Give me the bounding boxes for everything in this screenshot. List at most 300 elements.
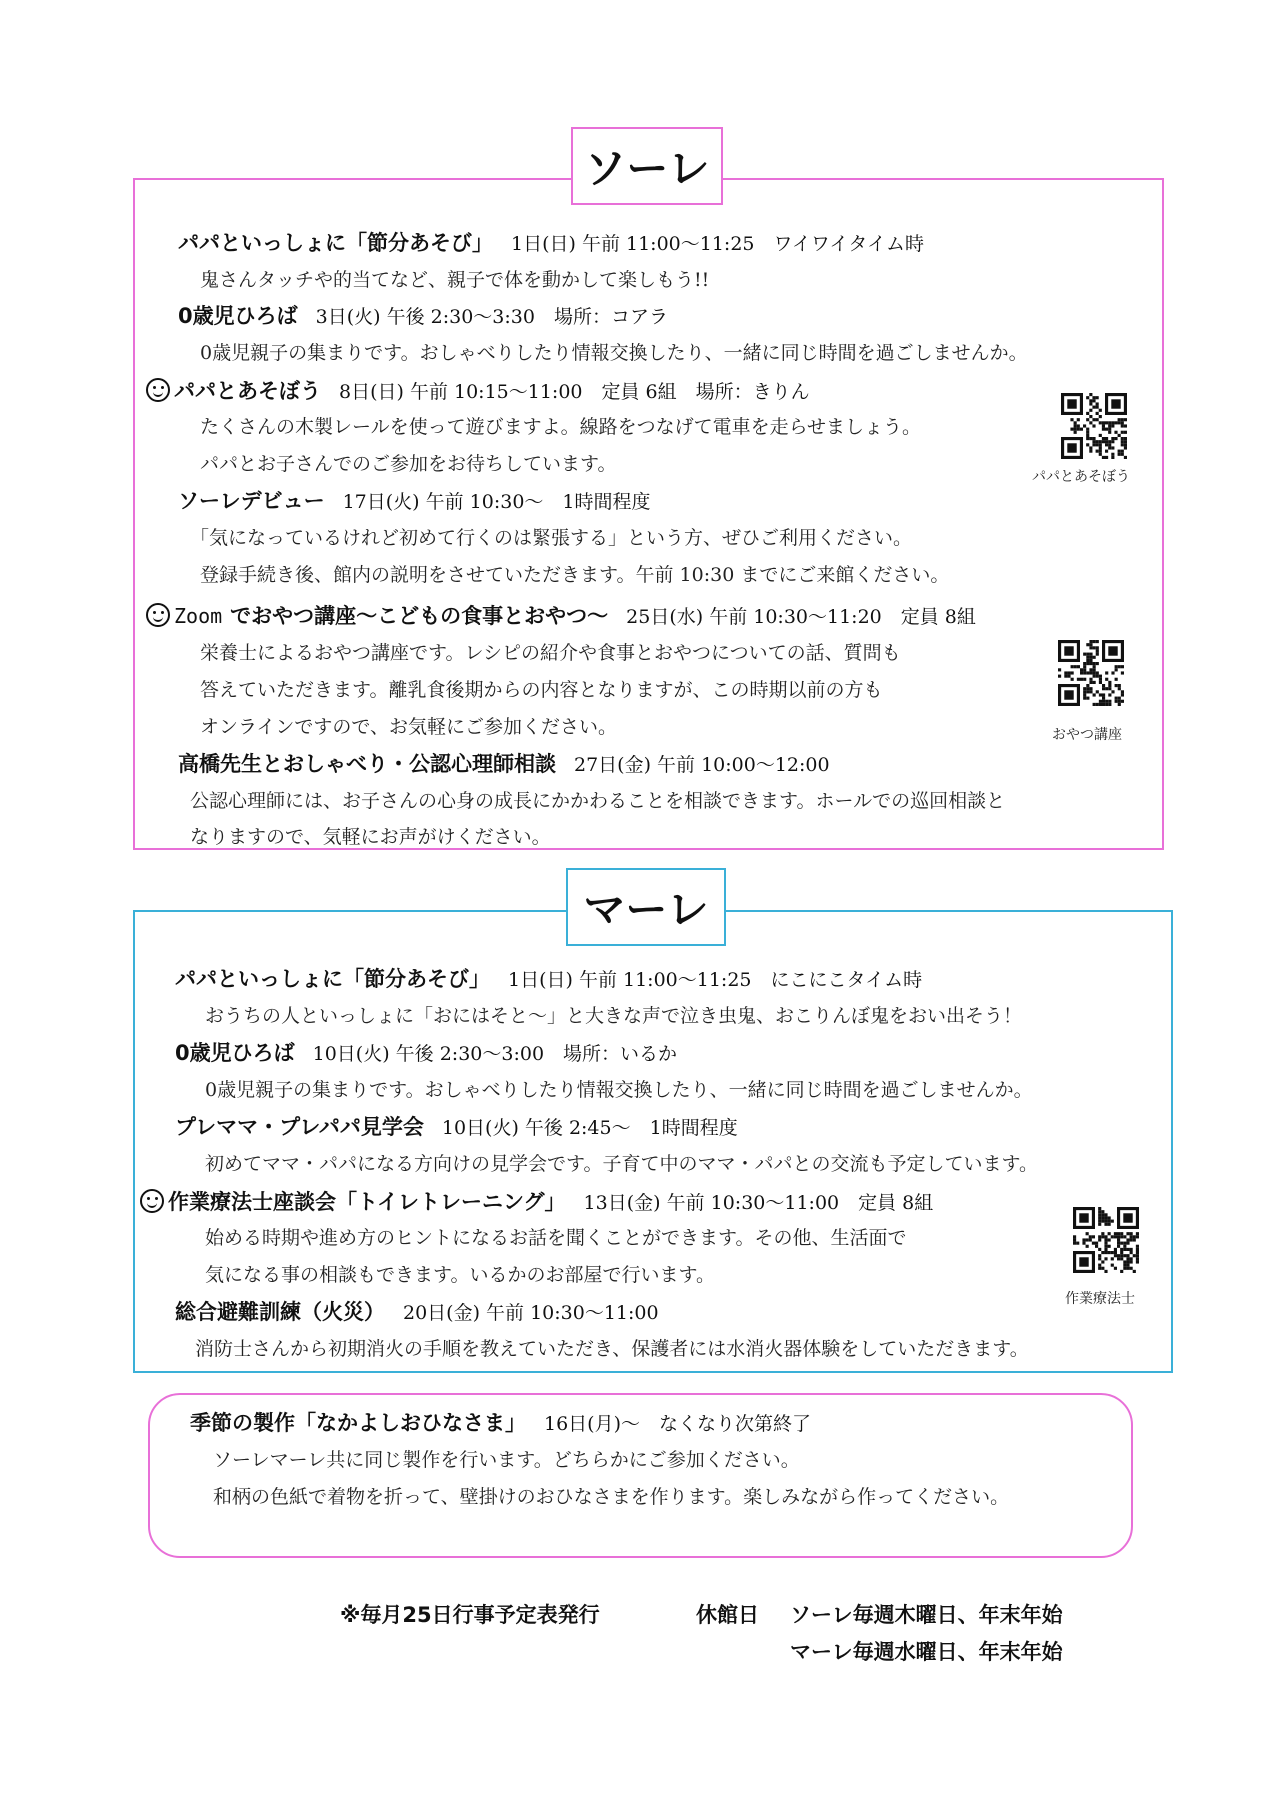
- qr-module: [1111, 1235, 1114, 1238]
- qr-module: [1108, 693, 1111, 696]
- qr-module: [1121, 421, 1124, 424]
- sole-event-5: Zoom でおやつ講座～こどもの食事とおやつ～ 25日(水) 午前 10:30～11:20 定員 8組: [146, 603, 976, 629]
- sole-event-4-desc-1: 「気になっているけれど初めて行くのは緊張する」という方、ぜひご利用ください。: [190, 527, 913, 549]
- qr-module: [1101, 1216, 1104, 1219]
- qr-module: [1096, 450, 1099, 453]
- qr-module: [1105, 703, 1108, 706]
- qr-module: [1098, 1210, 1101, 1213]
- male-title: マーレ: [566, 868, 726, 946]
- qr-module: [1086, 396, 1089, 399]
- qr-module: [1126, 1267, 1129, 1270]
- qr-module: [1086, 671, 1089, 674]
- footer-closed-label: 休館日: [696, 1603, 759, 1627]
- qr-module: [1104, 1270, 1107, 1273]
- qr-module: [1111, 1264, 1114, 1267]
- qr-finder: [1079, 1213, 1088, 1222]
- qr-module: [1124, 456, 1127, 459]
- qr-module: [1101, 1213, 1104, 1216]
- qr-module: [1105, 428, 1108, 431]
- qr-module: [1089, 678, 1092, 681]
- sole-event-1: パパといっしょに「節分あそび」 1日(日) 午前 11:00～11:25 ワイワイタイム時: [178, 231, 924, 255]
- qr-module: [1077, 418, 1080, 421]
- qr-module: [1089, 402, 1092, 405]
- qr-module: [1120, 1270, 1123, 1273]
- qr-module: [1096, 690, 1099, 693]
- smile-icon: [146, 378, 170, 402]
- qr-module: [1086, 1232, 1089, 1235]
- qr-module: [1074, 424, 1077, 427]
- qr-module: [1108, 1251, 1111, 1254]
- qr-finder: [1067, 443, 1076, 452]
- qr-module: [1115, 665, 1118, 668]
- qr-module: [1101, 1260, 1104, 1263]
- qr-module: [1089, 668, 1092, 671]
- qr-module: [1120, 1242, 1123, 1245]
- qr-code-papa[interactable]: [1061, 393, 1127, 459]
- qr-module: [1086, 437, 1089, 440]
- qr-module: [1126, 1248, 1129, 1251]
- qr-module: [1083, 671, 1086, 674]
- qr-module: [1102, 703, 1105, 706]
- qr-module: [1104, 1220, 1107, 1223]
- qr-module: [1089, 1235, 1092, 1238]
- qr-module: [1105, 437, 1108, 440]
- qr-module: [1126, 1264, 1129, 1267]
- qr-module: [1104, 1251, 1107, 1254]
- qr-module: [1133, 1235, 1136, 1238]
- male-event-3-desc: 初めてママ・パパになる方向けの見学会です。子育て中のママ・パパとの交流も予定しています。: [205, 1153, 1038, 1175]
- qr-module: [1117, 1242, 1120, 1245]
- qr-module: [1089, 653, 1092, 656]
- qr-module: [1101, 1235, 1104, 1238]
- qr-module: [1096, 646, 1099, 649]
- qr-module: [1098, 1216, 1101, 1219]
- qr-module: [1118, 418, 1121, 421]
- qr-module: [1120, 1257, 1123, 1260]
- qr-module: [1108, 421, 1111, 424]
- qr-module: [1108, 700, 1111, 703]
- qr-module: [1108, 431, 1111, 434]
- qr-module: [1096, 675, 1099, 678]
- qr-module: [1083, 662, 1086, 665]
- qr-module: [1124, 424, 1127, 427]
- qr-module: [1073, 1238, 1076, 1241]
- qr-module: [1098, 1207, 1101, 1210]
- qr-module: [1121, 665, 1124, 668]
- qr-module: [1093, 693, 1096, 696]
- qr-module: [1111, 1220, 1114, 1223]
- male-event-2-desc: 0歳児親子の集まりです。おしゃべりしたり情報交換したり、一緒に同じ時間を過ごしませんか。: [205, 1079, 1033, 1101]
- qr-module: [1093, 675, 1096, 678]
- qr-module: [1089, 671, 1092, 674]
- qr-module: [1099, 453, 1102, 456]
- qr-module: [1102, 421, 1105, 424]
- qr-module: [1136, 1257, 1139, 1260]
- qr-module: [1096, 703, 1099, 706]
- footer-closed-sole: ソーレ毎週木曜日、年末年始: [790, 1603, 1063, 1627]
- sole-event-2-desc: 0歳児親子の集まりです。おしゃべりしたり情報交換したり、一緒に同じ時間を過ごしませんか。: [200, 342, 1028, 364]
- male-event-4-desc-2: 気になる事の相談もできます。いるかのお部屋で行います。: [205, 1264, 715, 1286]
- qr-module: [1089, 690, 1092, 693]
- qr-module: [1083, 687, 1086, 690]
- qr-module: [1121, 450, 1124, 453]
- qr-module: [1108, 446, 1111, 449]
- qr-module: [1086, 687, 1089, 690]
- qr-module: [1089, 646, 1092, 649]
- qr-module: [1133, 1238, 1136, 1241]
- qr-module: [1099, 440, 1102, 443]
- qr-module: [1102, 437, 1105, 440]
- qr-module: [1089, 446, 1092, 449]
- qr-module: [1121, 693, 1124, 696]
- qr-module: [1105, 440, 1108, 443]
- qr-module: [1071, 665, 1074, 668]
- qr-module: [1098, 1223, 1101, 1226]
- qr-module: [1121, 443, 1124, 446]
- qr-module: [1096, 649, 1099, 652]
- qr-module: [1104, 1238, 1107, 1241]
- qr-module: [1118, 453, 1121, 456]
- qr-module: [1092, 440, 1095, 443]
- qr-module: [1124, 437, 1127, 440]
- qr-module: [1104, 1216, 1107, 1219]
- qr-module: [1086, 431, 1089, 434]
- sole-event-3-desc-2: パパとお子さんでのご参加をお待ちしています。: [200, 453, 617, 475]
- qr-module: [1074, 665, 1077, 668]
- qr-module: [1101, 1267, 1104, 1270]
- qr-module: [1124, 418, 1127, 421]
- qr-module: [1096, 671, 1099, 674]
- qr-module: [1096, 653, 1099, 656]
- qr-module: [1098, 1264, 1101, 1267]
- qr-module: [1093, 703, 1096, 706]
- qr-module: [1089, 681, 1092, 684]
- qr-module: [1130, 1248, 1133, 1251]
- qr-module: [1098, 1257, 1101, 1260]
- qr-caption-ot: 作業療法士: [1065, 1291, 1135, 1307]
- qr-module: [1098, 1220, 1101, 1223]
- qr-module: [1115, 678, 1118, 681]
- qr-module: [1108, 703, 1111, 706]
- qr-module: [1096, 662, 1099, 665]
- qr-module: [1117, 1257, 1120, 1260]
- qr-module: [1064, 671, 1067, 674]
- qr-module: [1083, 693, 1086, 696]
- season-desc-1: ソーレマーレ共に同じ製作を行います。どちらかにご参加ください。: [213, 1449, 800, 1471]
- qr-module: [1101, 1210, 1104, 1213]
- qr-module: [1089, 643, 1092, 646]
- qr-module: [1086, 656, 1089, 659]
- male-event-4-desc-1: 始める時期や進め方のヒントになるお話を聞くことができます。その他、生活面で: [205, 1227, 907, 1249]
- qr-module: [1093, 671, 1096, 674]
- qr-module: [1126, 1238, 1129, 1241]
- qr-module: [1104, 1223, 1107, 1226]
- qr-module: [1086, 443, 1089, 446]
- qr-module: [1136, 1260, 1139, 1263]
- smile-icon: [140, 1189, 164, 1213]
- qr-module: [1118, 665, 1121, 668]
- qr-module: [1098, 1235, 1101, 1238]
- footer-note: ※毎月25日行事予定表発行: [340, 1603, 600, 1627]
- qr-module: [1120, 1254, 1123, 1257]
- qr-module: [1108, 1232, 1111, 1235]
- qr-module: [1083, 690, 1086, 693]
- qr-module: [1126, 1254, 1129, 1257]
- qr-module: [1095, 1242, 1098, 1245]
- qr-module: [1115, 697, 1118, 700]
- qr-module: [1086, 662, 1089, 665]
- qr-module: [1096, 440, 1099, 443]
- qr-module: [1083, 424, 1086, 427]
- sole-event-2: 0歳児ひろば 3日(火) 午後 2:30～3:30 場所：コアラ: [178, 304, 668, 328]
- sole-event-5-desc-3: オンラインですので、お気軽にご参加ください。: [200, 716, 618, 738]
- sole-event-6-desc-2: なりますので、気軽にお声がけください。: [190, 826, 551, 848]
- qr-module: [1099, 693, 1102, 696]
- qr-module: [1111, 446, 1114, 449]
- qr-module: [1124, 443, 1127, 446]
- qr-module: [1114, 421, 1117, 424]
- qr-module: [1096, 402, 1099, 405]
- qr-module: [1099, 415, 1102, 418]
- qr-module: [1074, 431, 1077, 434]
- qr-module: [1130, 1232, 1133, 1235]
- male-event-5: 総合避難訓練（火災） 20日(金) 午前 10:30～11:00: [175, 1300, 659, 1324]
- qr-module: [1092, 399, 1095, 402]
- qr-module: [1118, 703, 1121, 706]
- qr-module: [1093, 646, 1096, 649]
- qr-module: [1114, 1267, 1117, 1270]
- sole-event-6: 高橋先生とおしゃべり・公認心理師相談 27日(金) 午前 10:00～12:00: [178, 752, 830, 776]
- qr-module: [1120, 1248, 1123, 1251]
- qr-module: [1099, 409, 1102, 412]
- male-event-1-desc: おうちの人といっしょに「おにはそと～」と大きな声で泣き虫鬼、おこりんぼ鬼をおい出そう！: [205, 1005, 1023, 1027]
- qr-module: [1089, 656, 1092, 659]
- qr-module: [1058, 675, 1061, 678]
- qr-finder: [1067, 399, 1076, 408]
- qr-finder: [1111, 399, 1120, 408]
- qr-module: [1102, 700, 1105, 703]
- qr-module: [1089, 1238, 1092, 1241]
- qr-module: [1096, 412, 1099, 415]
- qr-module: [1118, 450, 1121, 453]
- qr-module: [1098, 1248, 1101, 1251]
- male-event-2: 0歳児ひろば 10日(火) 午後 2:30～3:00 場所：いるか: [175, 1041, 678, 1065]
- qr-module: [1099, 675, 1102, 678]
- qr-module: [1086, 1238, 1089, 1241]
- qr-module: [1111, 456, 1114, 459]
- qr-module: [1126, 1260, 1129, 1263]
- qr-module: [1083, 668, 1086, 671]
- qr-module: [1095, 1245, 1098, 1248]
- qr-module: [1108, 687, 1111, 690]
- qr-module: [1074, 428, 1077, 431]
- qr-module: [1064, 675, 1067, 678]
- qr-module: [1108, 1245, 1111, 1248]
- qr-finder: [1064, 646, 1073, 655]
- qr-module: [1089, 399, 1092, 402]
- qr-module: [1114, 1248, 1117, 1251]
- qr-module: [1099, 681, 1102, 684]
- qr-module: [1111, 437, 1114, 440]
- qr-module: [1121, 671, 1124, 674]
- qr-module: [1114, 1232, 1117, 1235]
- qr-module: [1086, 428, 1089, 431]
- qr-module: [1108, 684, 1111, 687]
- qr-module: [1133, 1270, 1136, 1273]
- qr-module: [1118, 684, 1121, 687]
- qr-module: [1092, 418, 1095, 421]
- qr-module: [1098, 1267, 1101, 1270]
- qr-module: [1101, 1232, 1104, 1235]
- qr-module: [1117, 1235, 1120, 1238]
- qr-module: [1105, 456, 1108, 459]
- qr-module: [1093, 656, 1096, 659]
- qr-module: [1130, 1267, 1133, 1270]
- qr-module: [1086, 418, 1089, 421]
- qr-module: [1099, 678, 1102, 681]
- qr-module: [1102, 428, 1105, 431]
- qr-finder: [1064, 690, 1073, 699]
- qr-module: [1080, 678, 1083, 681]
- sole-event-6-desc-1: 公認心理師には、お子さんの心身の成長にかかわることを相談できます。ホールでの巡回相談と: [190, 790, 1006, 812]
- qr-module: [1121, 440, 1124, 443]
- qr-module: [1080, 428, 1083, 431]
- qr-module: [1101, 1251, 1104, 1254]
- qr-module: [1096, 396, 1099, 399]
- qr-module: [1089, 415, 1092, 418]
- qr-module: [1104, 1257, 1107, 1260]
- qr-module: [1083, 697, 1086, 700]
- sole-event-5-desc-2: 答えていただきます。離乳食後期からの内容となりますが、この時期以前の方も: [200, 679, 883, 701]
- qr-module: [1105, 700, 1108, 703]
- qr-module: [1102, 684, 1105, 687]
- qr-module: [1115, 684, 1118, 687]
- qr-module: [1117, 1232, 1120, 1235]
- qr-module: [1117, 1238, 1120, 1241]
- qr-module: [1093, 668, 1096, 671]
- footer-closed-male: マーレ毎週水曜日、年末年始: [790, 1640, 1063, 1664]
- qr-module: [1086, 412, 1089, 415]
- qr-module: [1086, 690, 1089, 693]
- sole-event-5-desc-1: 栄養士によるおやつ講座です。レシピの紹介や食事とおやつについての話、質問も: [200, 642, 901, 664]
- qr-module: [1070, 428, 1073, 431]
- qr-module: [1108, 424, 1111, 427]
- qr-module: [1121, 431, 1124, 434]
- qr-module: [1130, 1260, 1133, 1263]
- male-event-5-desc: 消防士さんから初期消火の手順を教えていただき、保護者には水消火器体験をしていただきます。: [195, 1338, 1029, 1360]
- qr-module: [1086, 659, 1089, 662]
- sole-event-1-desc: 鬼さんタッチや的当てなど、親子で体を動かして楽しもう!!: [200, 269, 710, 291]
- qr-module: [1123, 1254, 1126, 1257]
- qr-module: [1118, 434, 1121, 437]
- qr-module: [1086, 434, 1089, 437]
- sole-event-4: ソーレデビュー 17日(火) 午前 10:30～ 1時間程度: [178, 489, 651, 513]
- qr-module: [1098, 1254, 1101, 1257]
- qr-module: [1102, 440, 1105, 443]
- qr-module: [1117, 1254, 1120, 1257]
- qr-finder: [1108, 646, 1117, 655]
- qr-module: [1104, 1242, 1107, 1245]
- qr-module: [1099, 434, 1102, 437]
- qr-module: [1092, 396, 1095, 399]
- qr-module: [1130, 1238, 1133, 1241]
- qr-module: [1096, 443, 1099, 446]
- qr-module: [1108, 681, 1111, 684]
- qr-module: [1105, 678, 1108, 681]
- qr-module: [1086, 1245, 1089, 1248]
- qr-module: [1093, 681, 1096, 684]
- qr-caption-snack: おやつ講座: [1052, 727, 1122, 743]
- qr-module: [1123, 1235, 1126, 1238]
- qr-module: [1098, 1238, 1101, 1241]
- qr-module: [1124, 431, 1127, 434]
- qr-module: [1105, 443, 1108, 446]
- qr-module: [1080, 668, 1083, 671]
- qr-module: [1124, 440, 1127, 443]
- qr-module: [1108, 428, 1111, 431]
- qr-module: [1118, 700, 1121, 703]
- qr-module: [1123, 1267, 1126, 1270]
- qr-module: [1086, 684, 1089, 687]
- sole-event-3: パパとあそぼう 8日(日) 午前 10:15～11:00 定員 6組 場所：きりん: [146, 378, 810, 404]
- qr-module: [1089, 687, 1092, 690]
- qr-module: [1114, 1254, 1117, 1257]
- qr-module: [1104, 1248, 1107, 1251]
- qr-module: [1123, 1260, 1126, 1263]
- qr-module: [1114, 437, 1117, 440]
- qr-module: [1124, 446, 1127, 449]
- qr-module: [1102, 693, 1105, 696]
- qr-module: [1126, 1232, 1129, 1235]
- qr-module: [1118, 687, 1121, 690]
- qr-module: [1136, 1232, 1139, 1235]
- qr-code-snack[interactable]: [1058, 640, 1124, 706]
- qr-module: [1114, 1251, 1117, 1254]
- qr-module: [1111, 690, 1114, 693]
- qr-module: [1099, 703, 1102, 706]
- qr-module: [1120, 1251, 1123, 1254]
- qr-module: [1073, 1235, 1076, 1238]
- qr-module: [1105, 687, 1108, 690]
- qr-module: [1077, 678, 1080, 681]
- qr-module: [1121, 437, 1124, 440]
- qr-module: [1105, 671, 1108, 674]
- qr-module: [1126, 1242, 1129, 1245]
- qr-module: [1092, 424, 1095, 427]
- qr-module: [1099, 421, 1102, 424]
- qr-module: [1099, 446, 1102, 449]
- qr-module: [1115, 700, 1118, 703]
- qr-module: [1118, 697, 1121, 700]
- qr-module: [1111, 1257, 1114, 1260]
- qr-module: [1080, 671, 1083, 674]
- qr-module: [1067, 671, 1070, 674]
- qr-caption-papa: パパとあそぼう: [1032, 469, 1130, 485]
- qr-module: [1105, 421, 1108, 424]
- qr-module: [1136, 1251, 1139, 1254]
- qr-module: [1074, 421, 1077, 424]
- qr-module: [1099, 443, 1102, 446]
- qr-module: [1120, 1232, 1123, 1235]
- qr-module: [1102, 456, 1105, 459]
- qr-module: [1089, 409, 1092, 412]
- qr-module: [1102, 424, 1105, 427]
- qr-module: [1082, 1242, 1085, 1245]
- smile-icon: [146, 603, 170, 627]
- qr-module: [1121, 690, 1124, 693]
- qr-module: [1123, 1245, 1126, 1248]
- qr-code-ot[interactable]: [1073, 1207, 1139, 1273]
